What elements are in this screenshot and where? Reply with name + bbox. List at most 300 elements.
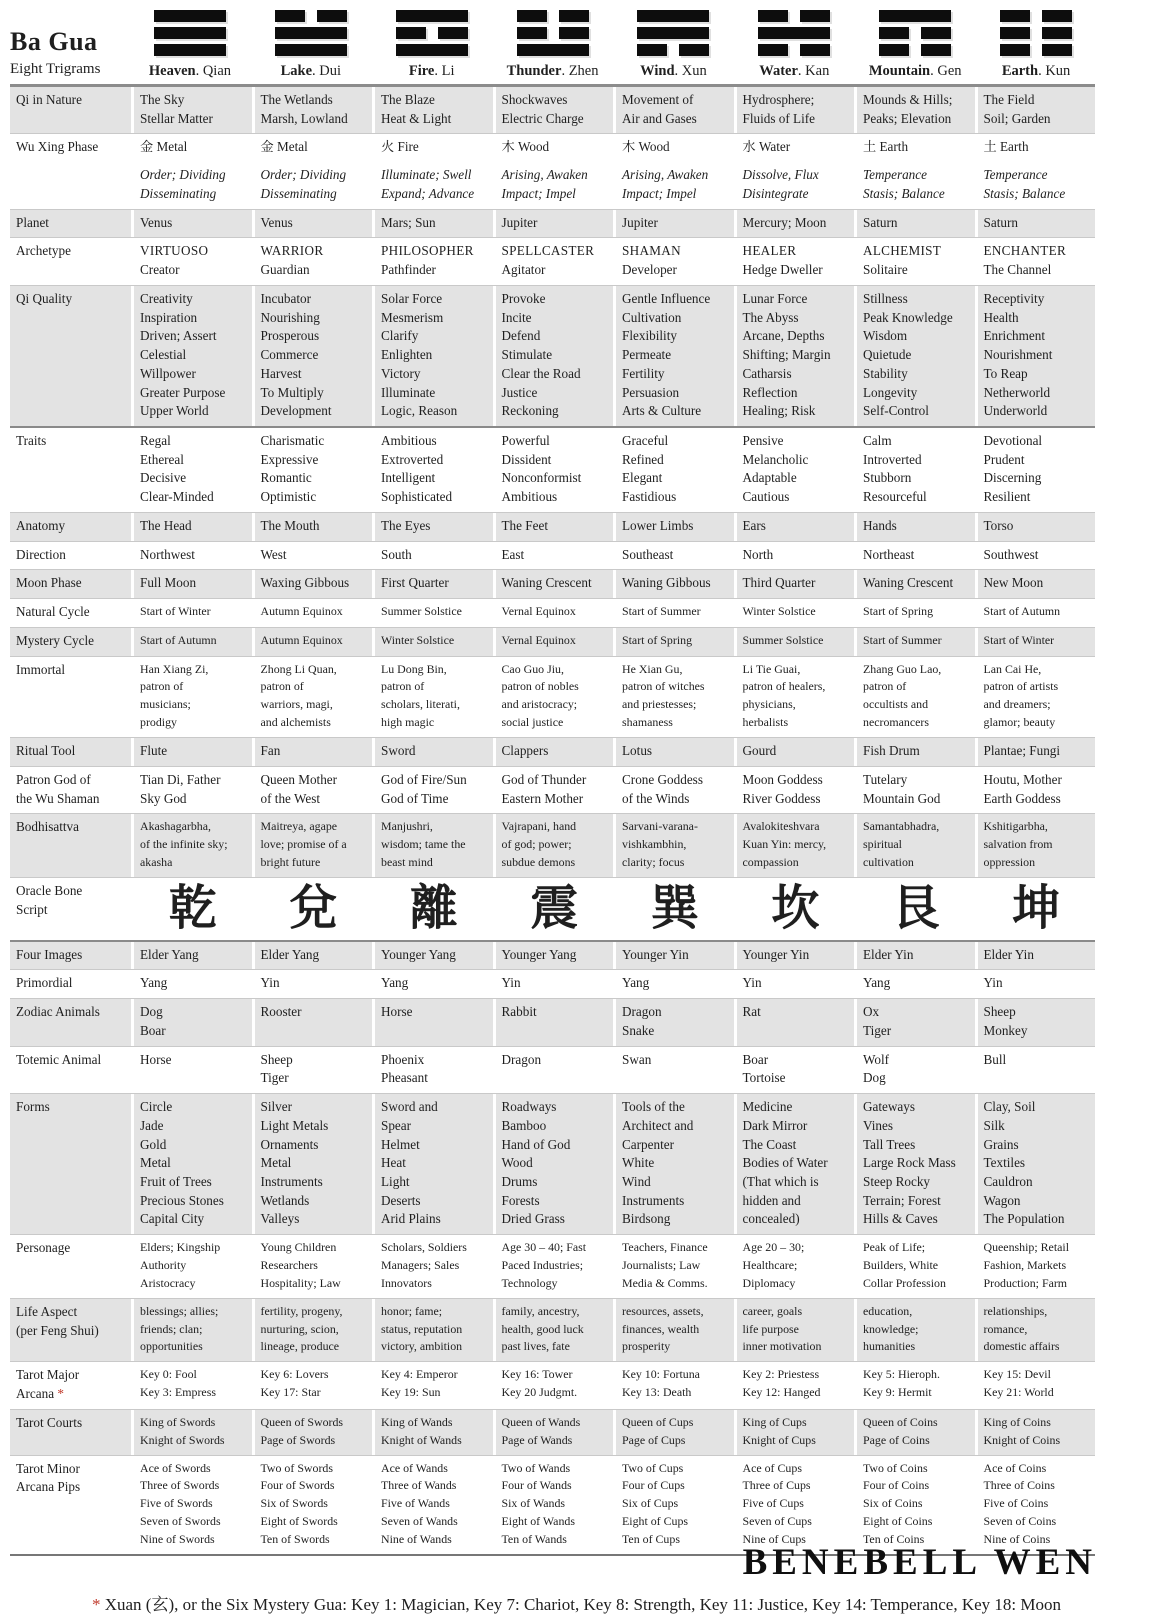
table-cell <box>375 1456 493 1554</box>
cell-line: Fertility <box>622 365 665 381</box>
table-cell <box>857 428 975 512</box>
cell-line: Wetlands <box>260 1192 310 1208</box>
cell-line: hidden and <box>742 1192 801 1208</box>
cell-line: Winter Solstice <box>381 632 455 647</box>
cell-line: scholars, literati, <box>381 697 460 712</box>
cell-line: finances, wealth <box>622 1321 700 1336</box>
row-label-line: Arcana * <box>16 1386 64 1402</box>
cell-line: Key 6: Lovers <box>260 1367 329 1382</box>
cell-line: Dissolve, Flux <box>742 167 819 183</box>
cell-line: Romantic <box>260 470 312 486</box>
table-cell <box>255 513 373 541</box>
table-cell <box>737 1410 855 1455</box>
cell-line: Ethereal <box>140 451 184 467</box>
table-cell <box>857 999 975 1045</box>
cell-line: (That which is <box>742 1173 819 1189</box>
cell-line: Dragon <box>622 1004 662 1020</box>
cell-line: Reflection <box>742 384 798 400</box>
table-cell <box>857 1410 975 1455</box>
cell-line: White <box>622 1155 655 1171</box>
cell-line: Start of Summer <box>863 632 942 647</box>
cell-line: Lan Cai He, <box>983 661 1042 676</box>
cell-line: Page of Swords <box>260 1432 336 1447</box>
cell-line: Dog <box>140 1004 163 1020</box>
cell-line: high magic <box>381 715 435 730</box>
table-cell <box>134 970 252 998</box>
cell-line: Ace of Cups <box>742 1460 802 1475</box>
cell-line: Light Metals <box>260 1117 329 1133</box>
table-cell <box>737 767 855 813</box>
table-cell <box>616 238 734 284</box>
table-cell <box>857 542 975 570</box>
cell-line: prodigy <box>140 715 177 730</box>
table-cell <box>134 286 252 426</box>
cell-line: Receptivity <box>983 290 1045 306</box>
table-cell <box>978 1456 1096 1554</box>
row-label-line: Oracle Bone <box>16 882 83 898</box>
table-cell <box>978 238 1096 284</box>
cell-line: patron of <box>260 679 304 694</box>
cell-line: Younger Yin <box>622 946 689 962</box>
cell-line: Two of Wands <box>501 1460 571 1475</box>
cell-line: Phoenix <box>381 1051 425 1067</box>
trigram-solid-line <box>637 27 709 39</box>
table-cell <box>375 942 493 970</box>
cell-line: Six of Wands <box>501 1496 566 1511</box>
cell-line: Impact; Impel <box>622 185 697 201</box>
cell-line: Gentle Influence <box>622 290 711 306</box>
cell-line: opportunities <box>140 1339 203 1354</box>
cell-line: Four of Swords <box>260 1478 335 1493</box>
cell-line: Dried Grass <box>501 1211 565 1227</box>
cell-line: shamaness <box>622 715 673 730</box>
row-label-line: Planet <box>16 214 49 230</box>
trigram-broken-line <box>758 44 830 56</box>
cell-line: Justice <box>501 384 538 400</box>
cell-line: Netherworld <box>983 384 1051 400</box>
cell-line: Clay, Soil <box>983 1099 1036 1115</box>
cell-line: Dissident <box>501 451 552 467</box>
cell-line: health, good luck <box>501 1321 584 1336</box>
cell-line: patron of witches <box>622 679 705 694</box>
cell-line: Knight of Coins <box>983 1432 1061 1447</box>
cell-line: Vajrapani, hand <box>501 819 577 834</box>
table-cell <box>978 134 1096 208</box>
cell-line: career, goals <box>742 1303 803 1318</box>
cell-line: Knight of Swords <box>140 1432 225 1447</box>
cell-line: Enrichment <box>983 328 1046 344</box>
cell-line: Disseminating <box>140 185 217 201</box>
cell-line: Key 12: Hanged <box>742 1385 821 1400</box>
cell-line: Stability <box>863 365 908 381</box>
cell-line: Snake <box>622 1022 655 1038</box>
cell-line: Catharsis <box>742 365 792 381</box>
cell-line: The Channel <box>983 262 1052 278</box>
cell-line: Sheep <box>983 1004 1016 1020</box>
cell-line: victory, ambition <box>381 1339 463 1354</box>
cell-line: Southwest <box>983 546 1039 562</box>
table-cell <box>134 1410 252 1455</box>
cell-line: Younger Yang <box>501 946 577 962</box>
cell-line: Quietude <box>863 347 912 363</box>
cell-line: Queenship; Retail <box>983 1240 1070 1255</box>
cell-line: Soil; Garden <box>983 110 1051 126</box>
cell-line: Collar Profession <box>863 1275 946 1290</box>
table-cell <box>737 878 855 940</box>
cell-line: Saturn <box>863 214 898 230</box>
column-title: Earth. Kun <box>1001 63 1071 79</box>
table-row <box>10 1093 1095 1234</box>
row-label <box>10 210 131 238</box>
row-label-line: Moon Phase <box>16 575 82 591</box>
row-label <box>10 814 131 877</box>
cell-line: God of Fire/Sun <box>381 771 467 787</box>
cell-line: Swan <box>622 1051 652 1067</box>
cell-line: Ten of Coins <box>863 1531 925 1546</box>
cell-line: Illuminate <box>381 384 436 400</box>
table-cell <box>616 1094 734 1234</box>
trigram-broken-line <box>637 44 709 56</box>
trigram-solid-line <box>154 27 226 39</box>
row-label-line: Patron God of <box>16 771 91 787</box>
column-title: Wind. Xun <box>640 63 707 79</box>
cell-line: Stillness <box>863 290 908 306</box>
author-logo: BENEBELL WEN <box>742 1542 1097 1583</box>
table-cell <box>616 570 734 598</box>
table-cell <box>737 1235 855 1298</box>
table-cell <box>496 970 614 998</box>
table-cell <box>857 570 975 598</box>
cell-line: and priestesses; <box>622 697 697 712</box>
table-cell <box>375 599 493 627</box>
cell-line: Fashion, Markets <box>983 1258 1067 1273</box>
cell-line: Inspiration <box>140 309 198 325</box>
table-cell <box>255 87 373 133</box>
oracle-script-glyph: 兌 <box>289 879 338 936</box>
table-cell <box>978 878 1096 940</box>
cell-line: and dreamers; <box>983 697 1051 712</box>
cell-line: HEALER <box>742 243 797 259</box>
cell-line: Celestial <box>140 347 187 363</box>
cell-line: The Eyes <box>381 517 431 533</box>
table-cell <box>255 1299 373 1362</box>
cell-line: Yin <box>260 975 280 991</box>
cell-line: Nourishment <box>983 347 1053 363</box>
table-cell <box>616 210 734 238</box>
cell-line: Vernal Equinox <box>501 632 576 647</box>
cell-line: warriors, magi, <box>260 697 333 712</box>
table-cell <box>375 1094 493 1234</box>
table-row <box>10 877 1095 940</box>
table-cell <box>857 210 975 238</box>
cell-line: Persuasion <box>622 384 680 400</box>
row-label <box>10 1362 131 1408</box>
cell-line: Development <box>260 403 332 419</box>
cell-line: Aristocracy <box>140 1275 196 1290</box>
cell-line: Bamboo <box>501 1117 547 1133</box>
footnote-asterisk: * <box>91 1594 101 1614</box>
cell-line: Arising, Awaken <box>622 167 709 183</box>
table-cell <box>134 657 252 737</box>
table-cell <box>255 1094 373 1234</box>
cell-line: 金 Metal <box>140 139 188 155</box>
table-cell <box>616 814 734 877</box>
cell-line: Stasis; Balance <box>983 185 1066 201</box>
cell-line: Avalokiteshvara <box>742 819 820 834</box>
cell-line: Longevity <box>863 384 918 400</box>
cell-line: Ten of Swords <box>260 1531 330 1546</box>
table-cell <box>737 570 855 598</box>
cell-line: Heat & Light <box>381 110 452 126</box>
row-label-line: the Wu Shaman <box>16 790 100 806</box>
cell-line: Nourishing <box>260 309 320 325</box>
cell-line: lineage, produce <box>260 1339 340 1354</box>
cell-line: necromancers <box>863 715 930 730</box>
table-cell <box>737 942 855 970</box>
cell-line: King of Coins <box>983 1414 1051 1429</box>
footnote <box>27 1590 1127 1615</box>
cell-line: Autumn Equinox <box>260 604 343 619</box>
table-row <box>10 237 1095 284</box>
cell-line: Stubborn <box>863 470 912 486</box>
table-cell <box>616 628 734 656</box>
row-label <box>10 1299 131 1362</box>
table-cell <box>857 513 975 541</box>
table-cell <box>375 767 493 813</box>
table-cell <box>255 970 373 998</box>
table-cell <box>857 1047 975 1093</box>
cell-line: The Head <box>140 517 192 533</box>
table-cell <box>737 210 855 238</box>
cell-line: Moon Goddess <box>742 771 823 787</box>
cell-line: Hydrosphere; <box>742 92 815 107</box>
cell-line: Pensive <box>742 433 784 449</box>
table-cell <box>134 628 252 656</box>
cell-line: Creator <box>140 262 180 278</box>
cell-line: Disseminating <box>260 185 337 201</box>
table-cell <box>255 428 373 512</box>
row-label <box>10 542 131 570</box>
cell-line: Gourd <box>742 743 777 759</box>
cell-line: Queen of Swords <box>260 1414 344 1429</box>
cell-line: Creativity <box>140 290 193 306</box>
table-cell <box>737 970 855 998</box>
cell-line: occultists and <box>863 697 929 712</box>
cell-line: The Mouth <box>260 517 320 533</box>
cell-line: Paced Industries; <box>501 1258 584 1273</box>
table-cell <box>616 878 734 940</box>
cell-line: Metal <box>260 1155 292 1171</box>
cell-line: Eight of Cups <box>622 1514 689 1529</box>
table-cell <box>375 1299 493 1362</box>
table-cell <box>616 513 734 541</box>
table-cell <box>255 238 373 284</box>
table-cell <box>375 428 493 512</box>
cell-line: status, reputation <box>381 1321 463 1336</box>
cell-line: Clear-Minded <box>140 489 214 505</box>
cell-line: 土 Earth <box>983 139 1029 155</box>
table-row <box>10 541 1095 570</box>
cell-line: SHAMAN <box>622 243 681 259</box>
cell-line: Wisdom <box>863 328 908 344</box>
cell-line: friends; clan; <box>140 1321 203 1336</box>
cell-line: Drums <box>501 1173 538 1189</box>
row-label-line: Traits <box>16 433 47 449</box>
cell-line: Three of Wands <box>381 1478 457 1493</box>
cell-line: Health <box>983 309 1019 325</box>
oracle-script-glyph: 巽 <box>650 879 699 936</box>
row-label-line: Qi Quality <box>16 290 73 306</box>
table-cell <box>375 970 493 998</box>
cell-line: Summer Solstice <box>381 604 462 619</box>
table-cell <box>737 1456 855 1554</box>
cell-line: First Quarter <box>381 575 449 591</box>
table-cell <box>496 999 614 1045</box>
table-cell <box>255 628 373 656</box>
column-header-heaven <box>131 10 249 80</box>
cell-line: Expressive <box>260 451 319 467</box>
table-cell <box>978 767 1096 813</box>
cell-line: East <box>501 546 525 562</box>
row-label <box>10 513 131 541</box>
cell-line: Mounds & Hills; <box>863 92 953 107</box>
cell-line: love; promise of a <box>260 837 347 852</box>
cell-line: patron of <box>381 679 425 694</box>
cell-line: The Population <box>983 1211 1065 1227</box>
cell-line: Monkey <box>983 1022 1028 1038</box>
column-header-fire <box>373 10 491 80</box>
cell-line: Han Xiang Zi, <box>140 661 209 676</box>
cell-line: Peak of Life; <box>863 1240 926 1255</box>
cell-line: Cao Guo Jiu, <box>501 661 564 676</box>
cell-line: Queen of Cups <box>622 1414 694 1429</box>
cell-line: Two of Swords <box>260 1460 333 1475</box>
table-cell <box>134 570 252 598</box>
table-cell <box>857 628 975 656</box>
cell-line: Lu Dong Bin, <box>381 661 447 676</box>
cell-line: inner motivation <box>742 1339 822 1354</box>
trigram-broken-line <box>275 10 347 22</box>
cell-line: Mercury; Moon <box>742 214 827 230</box>
table-cell <box>255 210 373 238</box>
cell-line: Spear <box>381 1117 412 1133</box>
column-title: Heaven. Qian <box>148 63 232 79</box>
cell-line: Three of Cups <box>742 1478 811 1493</box>
cell-line: Southeast <box>622 546 674 562</box>
table-row <box>10 656 1095 737</box>
cell-line: 火 Fire <box>381 139 419 155</box>
cell-line: Provoke <box>501 290 546 306</box>
row-label <box>10 599 131 627</box>
cell-line: Sword and <box>381 1099 438 1115</box>
cell-line: Ace of Coins <box>983 1460 1047 1475</box>
table-cell <box>375 878 493 940</box>
row-label-line: Immortal <box>16 661 66 677</box>
cell-line: Elder Yin <box>863 946 914 962</box>
table-row <box>10 1361 1095 1408</box>
cell-line: The Sky <box>140 92 185 107</box>
table-cell <box>978 970 1096 998</box>
row-label-line: Script <box>16 901 48 917</box>
cell-line: Movement of <box>622 92 694 107</box>
cell-line: Architect and <box>622 1117 694 1133</box>
table-cell <box>616 1047 734 1093</box>
column-headers <box>131 10 1095 80</box>
oracle-script-glyph: 乾 <box>168 879 217 936</box>
table-row <box>10 1455 1095 1554</box>
table-cell <box>375 657 493 737</box>
table-row <box>10 940 1095 970</box>
cell-line: patron of nobles <box>501 679 579 694</box>
cell-line: West <box>260 546 287 562</box>
table-cell <box>616 286 734 426</box>
cell-line: Peak Knowledge <box>863 309 953 325</box>
cell-line: Mesmerism <box>381 309 444 325</box>
table-cell <box>857 1362 975 1408</box>
title-block <box>10 27 131 80</box>
row-label <box>10 1410 131 1455</box>
cell-line: The Blaze <box>381 92 435 107</box>
table-row <box>10 512 1095 541</box>
cell-line: Northeast <box>863 546 915 562</box>
table-cell <box>496 1235 614 1298</box>
row-label-line: Forms <box>16 1099 50 1115</box>
cell-line: Underworld <box>983 403 1048 419</box>
cell-line: Key 13: Death <box>622 1385 692 1400</box>
cell-line: Sheep <box>260 1051 293 1067</box>
cell-line: patron of healers, <box>742 679 826 694</box>
table-cell <box>978 1094 1096 1234</box>
cell-line: Key 17: Star <box>260 1385 321 1400</box>
table-row <box>10 1409 1095 1455</box>
cell-line: ALCHEMIST <box>863 243 942 259</box>
cell-line: Electric Charge <box>501 110 584 126</box>
cell-line: Rooster <box>260 1004 302 1020</box>
cell-line: Order; Dividing <box>140 167 226 183</box>
row-label-line: Tarot Courts <box>16 1414 83 1430</box>
cell-line: Elder Yang <box>140 946 199 962</box>
table-cell <box>978 942 1096 970</box>
cell-line: Key 21: World <box>983 1385 1054 1400</box>
cell-line: patron of <box>140 679 184 694</box>
table-cell <box>375 513 493 541</box>
row-label-line: Wu Xing Phase <box>16 139 99 155</box>
trigram-broken-line <box>517 10 589 22</box>
cell-line: Pathfinder <box>381 262 436 278</box>
table-cell <box>255 1410 373 1455</box>
table-cell <box>978 513 1096 541</box>
cell-line: Young Children <box>260 1240 337 1255</box>
cell-line: Ace of Swords <box>140 1460 211 1475</box>
cell-line: Six of Coins <box>863 1496 923 1511</box>
cell-line: Journalists; Law <box>622 1258 701 1273</box>
table-cell <box>737 542 855 570</box>
cell-line: King of Wands <box>381 1414 453 1429</box>
table-cell <box>978 210 1096 238</box>
row-label <box>10 1047 131 1093</box>
table-cell <box>496 428 614 512</box>
trigram-solid-line <box>758 27 830 39</box>
cell-line: Marsh, Lowland <box>260 110 348 126</box>
table-row <box>10 766 1095 813</box>
cell-line: education, <box>863 1303 913 1318</box>
cell-line: Roadways <box>501 1099 557 1115</box>
row-label-line: Qi in Nature <box>16 92 82 107</box>
cell-line: Yang <box>622 975 650 991</box>
table-cell <box>737 1047 855 1093</box>
cell-line: Air and Gases <box>622 110 697 126</box>
row-label-line: Tarot Minor <box>16 1460 80 1476</box>
